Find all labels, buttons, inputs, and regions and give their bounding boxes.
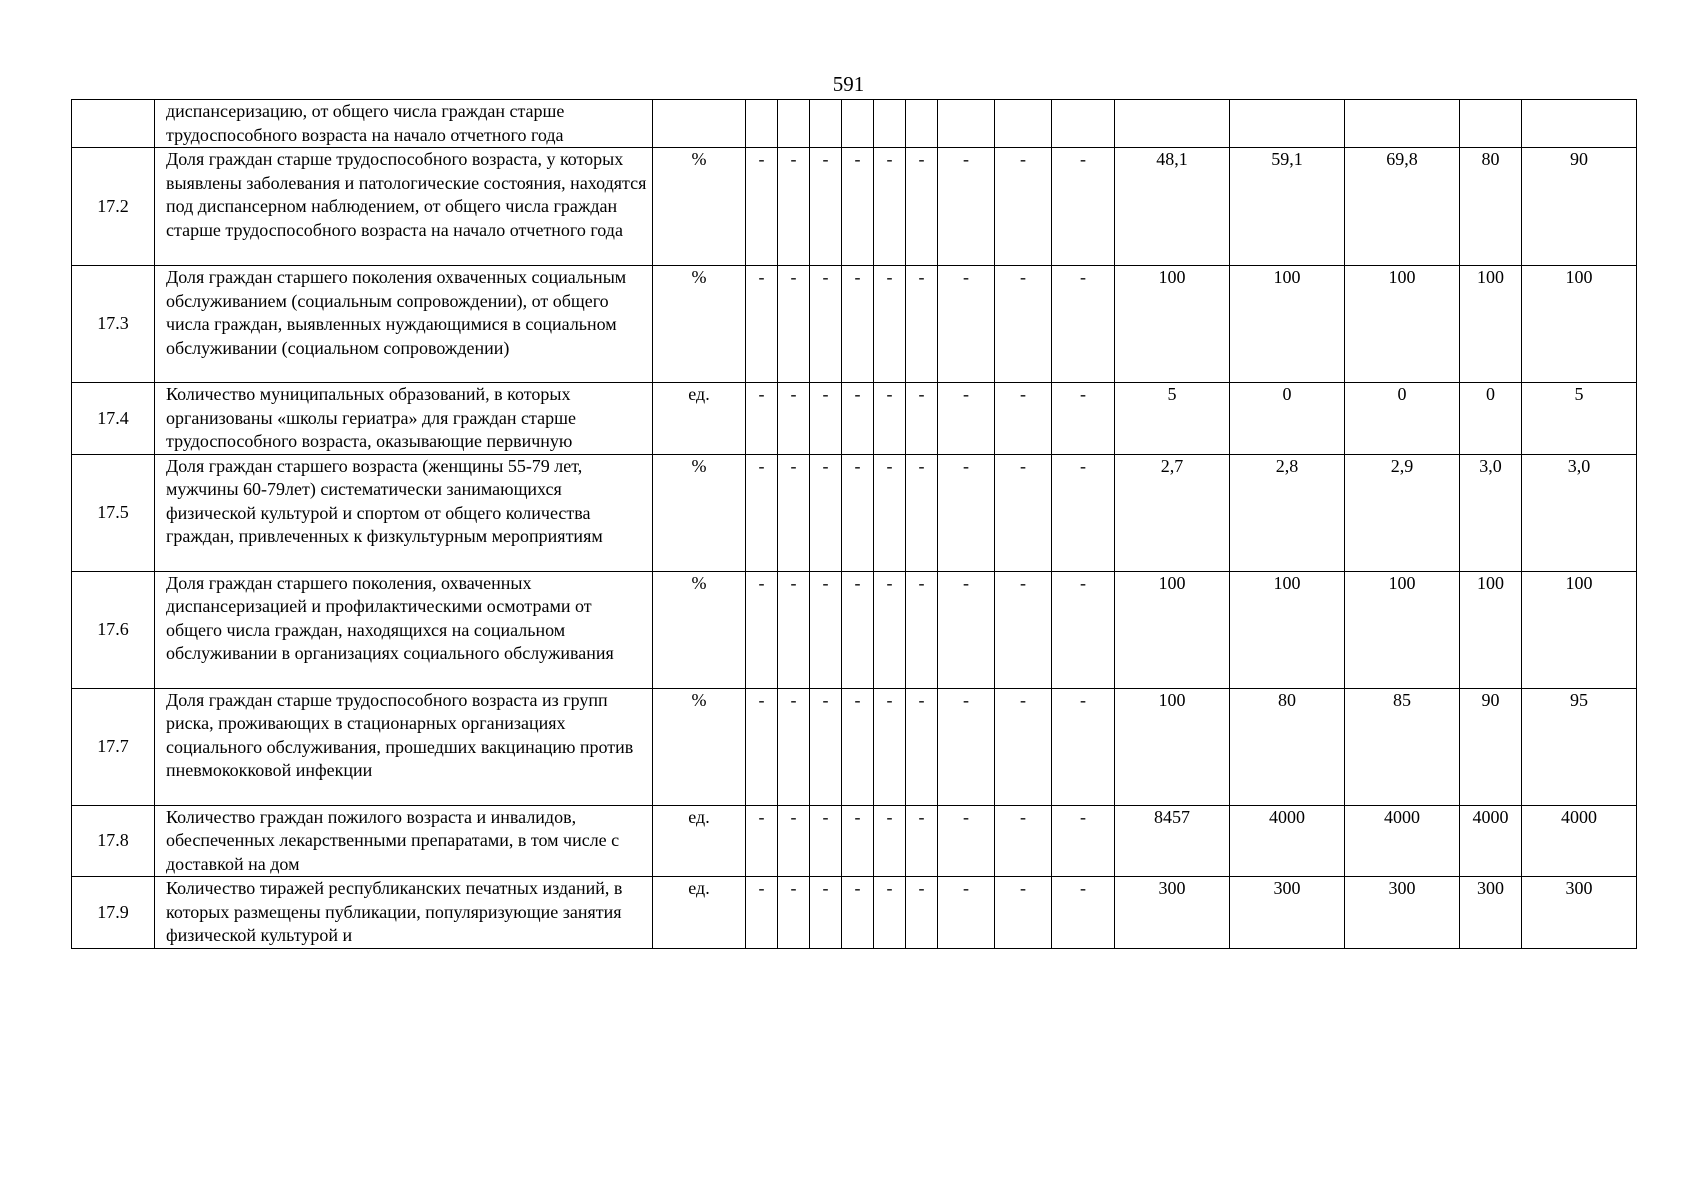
value-cell: 0 [1460,383,1522,455]
value-cell: - [810,454,842,571]
table-row-17-4 [72,383,1637,455]
value-cell: - [995,266,1052,383]
value-cell: - [906,688,938,805]
indicator-description: Количество граждан пожилого возраста и инвалидов, обеспеченных лекарственными препаратами, в том числе с доставкой на дом [155,805,653,877]
value-cell: - [746,877,778,949]
value-cell: - [1052,148,1115,266]
value-cell: - [746,454,778,571]
value-cell: - [778,805,810,877]
value-cell: - [995,148,1052,266]
value-cell: - [810,148,842,266]
value-cell: 80 [1230,688,1345,805]
value-cell: - [995,805,1052,877]
indicator-description: Доля граждан старшего поколения, охваченных диспансеризацией и профилактическими осмотрами от общего числа граждан, находящихся на социальном обслуживании в организациях социального обслуживания [155,571,653,688]
value-cell [995,100,1052,148]
value-cell: - [778,148,810,266]
row-number-cell: 17.3 [72,266,155,383]
value-cell: 2,9 [1345,454,1460,571]
value-cell: - [1052,688,1115,805]
value-cell: - [906,877,938,949]
value-cell: - [906,571,938,688]
value-cell: 85 [1345,688,1460,805]
unit-cell: ед. [653,383,746,455]
value-cell: 100 [1460,266,1522,383]
value-cell: - [746,383,778,455]
value-cell: - [874,148,906,266]
value-cell: - [938,266,995,383]
value-cell: - [995,877,1052,949]
table-row-17-8 [72,805,1637,877]
value-cell: - [746,266,778,383]
value-cell: - [995,571,1052,688]
value-cell: - [1052,383,1115,455]
value-cell: 300 [1345,877,1460,949]
indicator-description: Количество муниципальных образований, в которых организованы «школы гериатра» для граждан старше трудоспособного возраста, оказывающие первичную [155,383,653,455]
value-cell: 5 [1115,383,1230,455]
value-cell [1052,100,1115,148]
value-cell: - [938,571,995,688]
value-cell: 100 [1230,266,1345,383]
value-cell: 4000 [1522,805,1637,877]
value-cell: 100 [1230,571,1345,688]
value-cell [1230,100,1345,148]
value-cell: - [810,571,842,688]
unit-cell: % [653,454,746,571]
value-cell: - [778,454,810,571]
value-cell: - [1052,877,1115,949]
value-cell: - [1052,571,1115,688]
value-cell: 300 [1230,877,1345,949]
value-cell: - [938,148,995,266]
value-cell: - [938,688,995,805]
value-cell: 0 [1345,383,1460,455]
value-cell: - [842,148,874,266]
value-cell: - [874,266,906,383]
value-cell: 100 [1522,266,1637,383]
value-cell: - [778,266,810,383]
value-cell: - [842,266,874,383]
value-cell: - [938,454,995,571]
value-cell: - [778,688,810,805]
value-cell: 3,0 [1522,454,1637,571]
value-cell: 69,8 [1345,148,1460,266]
value-cell: 80 [1460,148,1522,266]
table-row-continued [72,100,1637,148]
value-cell: 90 [1460,688,1522,805]
indicator-description: Доля граждан старшего возраста (женщины 55-79 лет, мужчины 60-79лет) систематически занимающихся физической культурой и спортом от общего количества граждан, привлеченных к физкультурным мероприятиям [155,454,653,571]
value-cell: - [906,454,938,571]
table-row-17-5 [72,454,1637,571]
table-row-17-9 [72,877,1637,949]
indicators-table [71,99,1637,949]
unit-cell: % [653,688,746,805]
value-cell: 4000 [1230,805,1345,877]
value-cell: 100 [1345,266,1460,383]
value-cell: - [906,383,938,455]
indicator-description: Количество тиражей республиканских печатных изданий, в которых размещены публикации, популяризующие занятия физической культурой и [155,877,653,949]
indicator-description: Доля граждан старшего поколения охваченных социальным обслуживанием (социальным сопровождении), от общего числа граждан, выявленных нуждающимися в социальном обслуживании (социальном сопровождении) [155,266,653,383]
value-cell [1345,100,1460,148]
value-cell: 4000 [1345,805,1460,877]
value-cell: - [810,805,842,877]
value-cell: - [938,805,995,877]
value-cell: - [874,688,906,805]
value-cell: 90 [1522,148,1637,266]
unit-cell: % [653,148,746,266]
value-cell: - [1052,454,1115,571]
page-number: 591 [832,72,865,96]
value-cell: - [938,383,995,455]
value-cell: 300 [1522,877,1637,949]
row-number-cell: 17.9 [72,877,155,949]
value-cell: 100 [1460,571,1522,688]
value-cell: 100 [1345,571,1460,688]
value-cell [906,100,938,148]
value-cell: - [842,383,874,455]
value-cell: 100 [1115,688,1230,805]
value-cell: 48,1 [1115,148,1230,266]
unit-cell: ед. [653,877,746,949]
value-cell [746,100,778,148]
value-cell: - [1052,266,1115,383]
value-cell: - [842,688,874,805]
value-cell [842,100,874,148]
value-cell: 95 [1522,688,1637,805]
table-row-17-2 [72,148,1637,266]
unit-cell: ед. [653,805,746,877]
value-cell: 100 [1522,571,1637,688]
value-cell: - [746,805,778,877]
indicator-description: диспансеризацию, от общего числа граждан старше трудоспособного возраста на начало отчетного года [155,100,653,148]
row-number-cell: 17.2 [72,148,155,266]
value-cell [1522,100,1637,148]
value-cell: - [746,571,778,688]
value-cell: 300 [1460,877,1522,949]
value-cell: - [995,688,1052,805]
row-number-cell: 17.4 [72,383,155,455]
row-number-cell: 17.7 [72,688,155,805]
value-cell: - [810,688,842,805]
value-cell [938,100,995,148]
value-cell: - [995,454,1052,571]
value-cell: 100 [1115,266,1230,383]
table-row-17-6 [72,571,1637,688]
value-cell: - [810,877,842,949]
value-cell: - [746,148,778,266]
row-number-cell: 17.8 [72,805,155,877]
value-cell: - [938,877,995,949]
value-cell: 0 [1230,383,1345,455]
value-cell: - [842,454,874,571]
value-cell [1460,100,1522,148]
value-cell [810,100,842,148]
row-number-cell [72,100,155,148]
value-cell: 100 [1115,571,1230,688]
value-cell: - [810,266,842,383]
value-cell [1115,100,1230,148]
value-cell: - [906,805,938,877]
value-cell: - [995,383,1052,455]
table-row-17-3 [72,266,1637,383]
indicator-description: Доля граждан старше трудоспособного возраста, у которых выявлены заболевания и патологические состояния, находятся под диспансерном наблюдением, от общего числа граждан старше трудоспособного возраста на начало отчетного года [155,148,653,266]
value-cell: - [842,571,874,688]
value-cell: - [842,805,874,877]
value-cell: 2,8 [1230,454,1345,571]
value-cell: - [906,148,938,266]
value-cell: 8457 [1115,805,1230,877]
row-number-cell: 17.6 [72,571,155,688]
value-cell: 2,7 [1115,454,1230,571]
value-cell: 3,0 [1460,454,1522,571]
unit-cell: % [653,266,746,383]
row-number-cell: 17.5 [72,454,155,571]
value-cell: - [778,877,810,949]
value-cell: 59,1 [1230,148,1345,266]
value-cell: - [906,266,938,383]
value-cell [874,100,906,148]
indicator-description: Доля граждан старше трудоспособного возраста из групп риска, проживающих в стационарных организациях социального обслуживания, прошедших вакцинацию против пневмококковой инфекции [155,688,653,805]
value-cell: - [746,688,778,805]
value-cell: 300 [1115,877,1230,949]
value-cell: - [874,454,906,571]
value-cell [778,100,810,148]
value-cell: - [778,383,810,455]
value-cell: - [874,571,906,688]
unit-cell: % [653,571,746,688]
value-cell: - [874,383,906,455]
table-row-17-7 [72,688,1637,805]
value-cell: - [874,877,906,949]
value-cell: - [842,877,874,949]
unit-cell [653,100,746,148]
value-cell: - [1052,805,1115,877]
value-cell: - [810,383,842,455]
value-cell: - [874,805,906,877]
value-cell: 4000 [1460,805,1522,877]
value-cell: - [778,571,810,688]
value-cell: 5 [1522,383,1637,455]
